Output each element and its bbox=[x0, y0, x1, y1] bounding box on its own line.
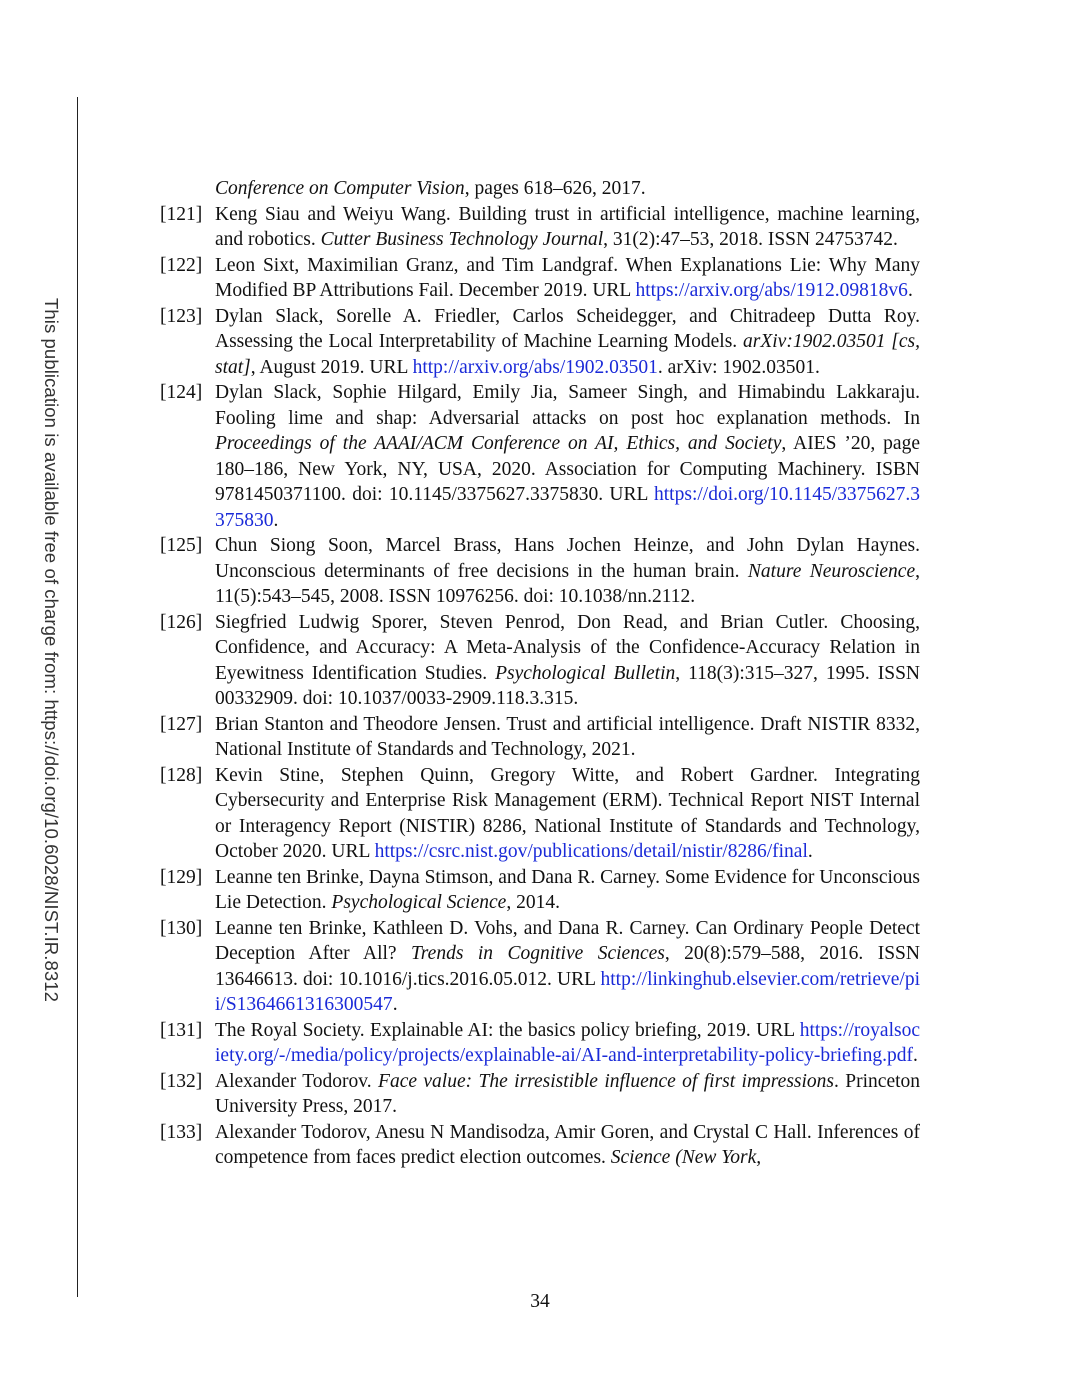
reference-entry bbox=[160, 253, 920, 304]
reference-entry bbox=[160, 712, 920, 763]
reference-entry bbox=[160, 202, 920, 253]
reference-entry bbox=[160, 1069, 920, 1120]
reference-italic-title: Face value: The irresistible influence of first impressions bbox=[378, 1070, 835, 1092]
reference-url-link[interactable]: https://csrc.nist.gov/publications/detail/nistir/8286/final bbox=[374, 841, 808, 862]
availability-note: This publication is available free of charge from: https://doi.org/10.6028/NIST.IR.8312 bbox=[41, 298, 62, 1003]
reference-segment: , August 2019. URL bbox=[250, 356, 413, 378]
reference-italic-title: Science (New York, bbox=[610, 1147, 762, 1168]
reference-url-link[interactable]: https://royalsociety.org/-/media/policy/projects/explainable-ai/AI-and-interpretability-policy-briefing.pdf bbox=[215, 1019, 920, 1066]
reference-segment: , 2014. bbox=[506, 892, 560, 913]
reference-italic-title: Nature Neuroscience bbox=[747, 560, 916, 582]
reference-entry bbox=[160, 1018, 920, 1069]
reference-segment: Dylan Slack, Sophie Hilgard, Emily Jia, Sameer Singh, and Himabindu Lakkaraju. Fooling lime and shap: Adversarial attacks on post hoc explanation methods. In bbox=[215, 382, 920, 429]
reference-number: [133] bbox=[160, 1121, 203, 1143]
reference-number: [132] bbox=[160, 1070, 203, 1092]
reference-text bbox=[215, 306, 920, 378]
reference-text bbox=[215, 867, 920, 914]
reference-segment: Leanne ten Brinke, Dayna Stimson, and Dana R. Carney. Some Evidence for Unconscious Lie Detection. bbox=[215, 866, 920, 913]
reference-segment: . arXiv: 1902.03501. bbox=[657, 356, 820, 378]
reference-text bbox=[215, 1071, 920, 1118]
reference-segment: , pages 618–626, 2017. bbox=[464, 178, 646, 199]
reference-segment: Alexander Todorov, Anesu N Mandisodza, Amir Goren, and Crystal C Hall. Inferences of competence from faces predict election outcomes. bbox=[215, 1121, 920, 1168]
reference-segment: . bbox=[907, 280, 913, 301]
reference-segment: Keng Siau and Weiyu Wang. Building trust in artificial intelligence, machine learning, and robotics. bbox=[215, 203, 920, 250]
reference-text bbox=[215, 918, 920, 1016]
reference-segment: . bbox=[912, 1045, 918, 1066]
reference-number: [121] bbox=[160, 203, 203, 225]
reference-segment: , 118(3):315–327, 1995. ISSN 00332909. doi: 10.1037/0033-2909.118.3.315. bbox=[215, 662, 920, 709]
reference-italic-title: Psychological Science bbox=[331, 892, 507, 913]
reference-text bbox=[215, 382, 920, 531]
reference-segment: The Royal Society. Explainable AI: the basics policy briefing, 2019. URL bbox=[215, 1019, 800, 1041]
reference-continuation bbox=[160, 176, 920, 202]
reference-segment: . bbox=[273, 509, 279, 531]
reference-italic-title: Psychological Bulletin bbox=[495, 662, 676, 684]
reference-entry bbox=[160, 304, 920, 381]
reference-number: [127] bbox=[160, 713, 203, 735]
margin-rule bbox=[77, 97, 78, 1297]
reference-number: [122] bbox=[160, 254, 203, 276]
reference-entry bbox=[160, 610, 920, 712]
reference-segment: Dylan Slack, Sorelle A. Friedler, Carlos Scheidegger, and Chitradeep Dutta Roy. Assessing the Local Interpretability of Machine Learning Models. bbox=[215, 305, 920, 352]
reference-segment: , 11(5):543–545, 2008. ISSN 10976256. doi: 10.1038/nn.2112. bbox=[215, 560, 920, 607]
reference-text bbox=[215, 535, 920, 607]
reference-number: [123] bbox=[160, 305, 203, 327]
reference-segment: , 31(2):47–53, 2018. ISSN 24753742. bbox=[603, 229, 898, 250]
reference-segment: Leanne ten Brinke, Kathleen D. Vohs, and Dana R. Carney. Can Ordinary People Detect Deception After All? bbox=[215, 917, 920, 964]
reference-segment: . bbox=[807, 841, 813, 862]
reference-text bbox=[215, 204, 920, 251]
reference-segment: . Princeton University Press, 2017. bbox=[215, 1070, 921, 1117]
reference-text bbox=[215, 1020, 920, 1067]
reference-number: [130] bbox=[160, 917, 203, 939]
reference-list bbox=[160, 176, 920, 1171]
reference-url-link[interactable]: http://arxiv.org/abs/1902.03501 bbox=[412, 356, 658, 378]
reference-segment: Kevin Stine, Stephen Quinn, Gregory Witte, and Robert Gardner. Integrating Cybersecurity and Enterprise Risk Management (ERM). Technical Report NIST Internal or Interagency Report (NISTIR) 8286, National Institute of Standards and Technology, October 2020. URL bbox=[215, 764, 920, 862]
reference-italic-title: Trends in Cognitive Sciences bbox=[411, 943, 665, 964]
reference-segment: Alexander Todorov. bbox=[215, 1070, 379, 1092]
reference-segment: Siegfried Ludwig Sporer, Steven Penrod, Don Read, and Brian Cutler. Choosing, Confidence, and Accuracy: A Meta-Analysis of the Confidence-Accuracy Relation in Eyewitness Identification Studies. bbox=[215, 611, 920, 684]
reference-segment: . bbox=[392, 994, 398, 1015]
reference-text bbox=[215, 765, 920, 863]
reference-entry bbox=[160, 916, 920, 1018]
reference-entry bbox=[160, 380, 920, 533]
reference-number: [129] bbox=[160, 866, 203, 888]
reference-number: [128] bbox=[160, 764, 203, 786]
reference-segment: Brian Stanton and Theodore Jensen. Trust and artificial intelligence. Draft NISTIR 8332, National Institute of Standards and Technology, 2021. bbox=[215, 713, 920, 760]
reference-italic-title: Conference on Computer Vision bbox=[215, 178, 465, 199]
reference-text bbox=[215, 612, 920, 710]
reference-text bbox=[215, 178, 646, 199]
reference-number: [131] bbox=[160, 1019, 203, 1041]
reference-segment: , AIES ’20, page 180–186, New York, NY, USA, 2020. Association for Computing Machinery. ISBN 9781450371100. doi: 10.1145/3375627.3375830. URL bbox=[215, 433, 920, 505]
reference-url-link[interactable]: https://arxiv.org/abs/1912.09818v6 bbox=[635, 280, 908, 301]
reference-url-link[interactable]: http://linkinghub.elsevier.com/retrieve/pii/S1364661316300547 bbox=[215, 968, 920, 1015]
reference-url-link[interactable]: https://doi.org/10.1145/3375627.3375830 bbox=[215, 484, 920, 531]
reference-number: [125] bbox=[160, 535, 203, 556]
reference-entry bbox=[160, 1120, 920, 1171]
reference-segment: , 20(8):579–588, 2016. ISSN 13646613. doi: 10.1016/j.tics.2016.05.012. URL bbox=[215, 943, 920, 990]
reference-number: [124] bbox=[160, 382, 203, 403]
reference-text bbox=[215, 1122, 920, 1169]
reference-segment: Leon Sixt, Maximilian Granz, and Tim Landgraf. When Explanations Lie: Why Many Modified BP Attributions Fail. December 2019. URL bbox=[215, 254, 920, 301]
reference-segment: Chun Siong Soon, Marcel Brass, Hans Jochen Heinze, and John Dylan Haynes. Unconscious determinants of free decisions in the human brain. bbox=[215, 535, 920, 582]
reference-italic-title: Proceedings of the AAAI/ACM Conference on AI, Ethics, and Society bbox=[215, 433, 782, 454]
reference-entry bbox=[160, 763, 920, 865]
reference-text bbox=[215, 255, 920, 302]
reference-italic-title: Cutter Business Technology Journal bbox=[320, 229, 604, 250]
reference-text bbox=[215, 714, 920, 761]
reference-entry bbox=[160, 533, 920, 610]
reference-number: [126] bbox=[160, 611, 203, 633]
page-number: 34 bbox=[530, 1291, 550, 1312]
reference-italic-title: arXiv:1902.03501 [cs, stat] bbox=[215, 331, 920, 378]
reference-entry bbox=[160, 865, 920, 916]
